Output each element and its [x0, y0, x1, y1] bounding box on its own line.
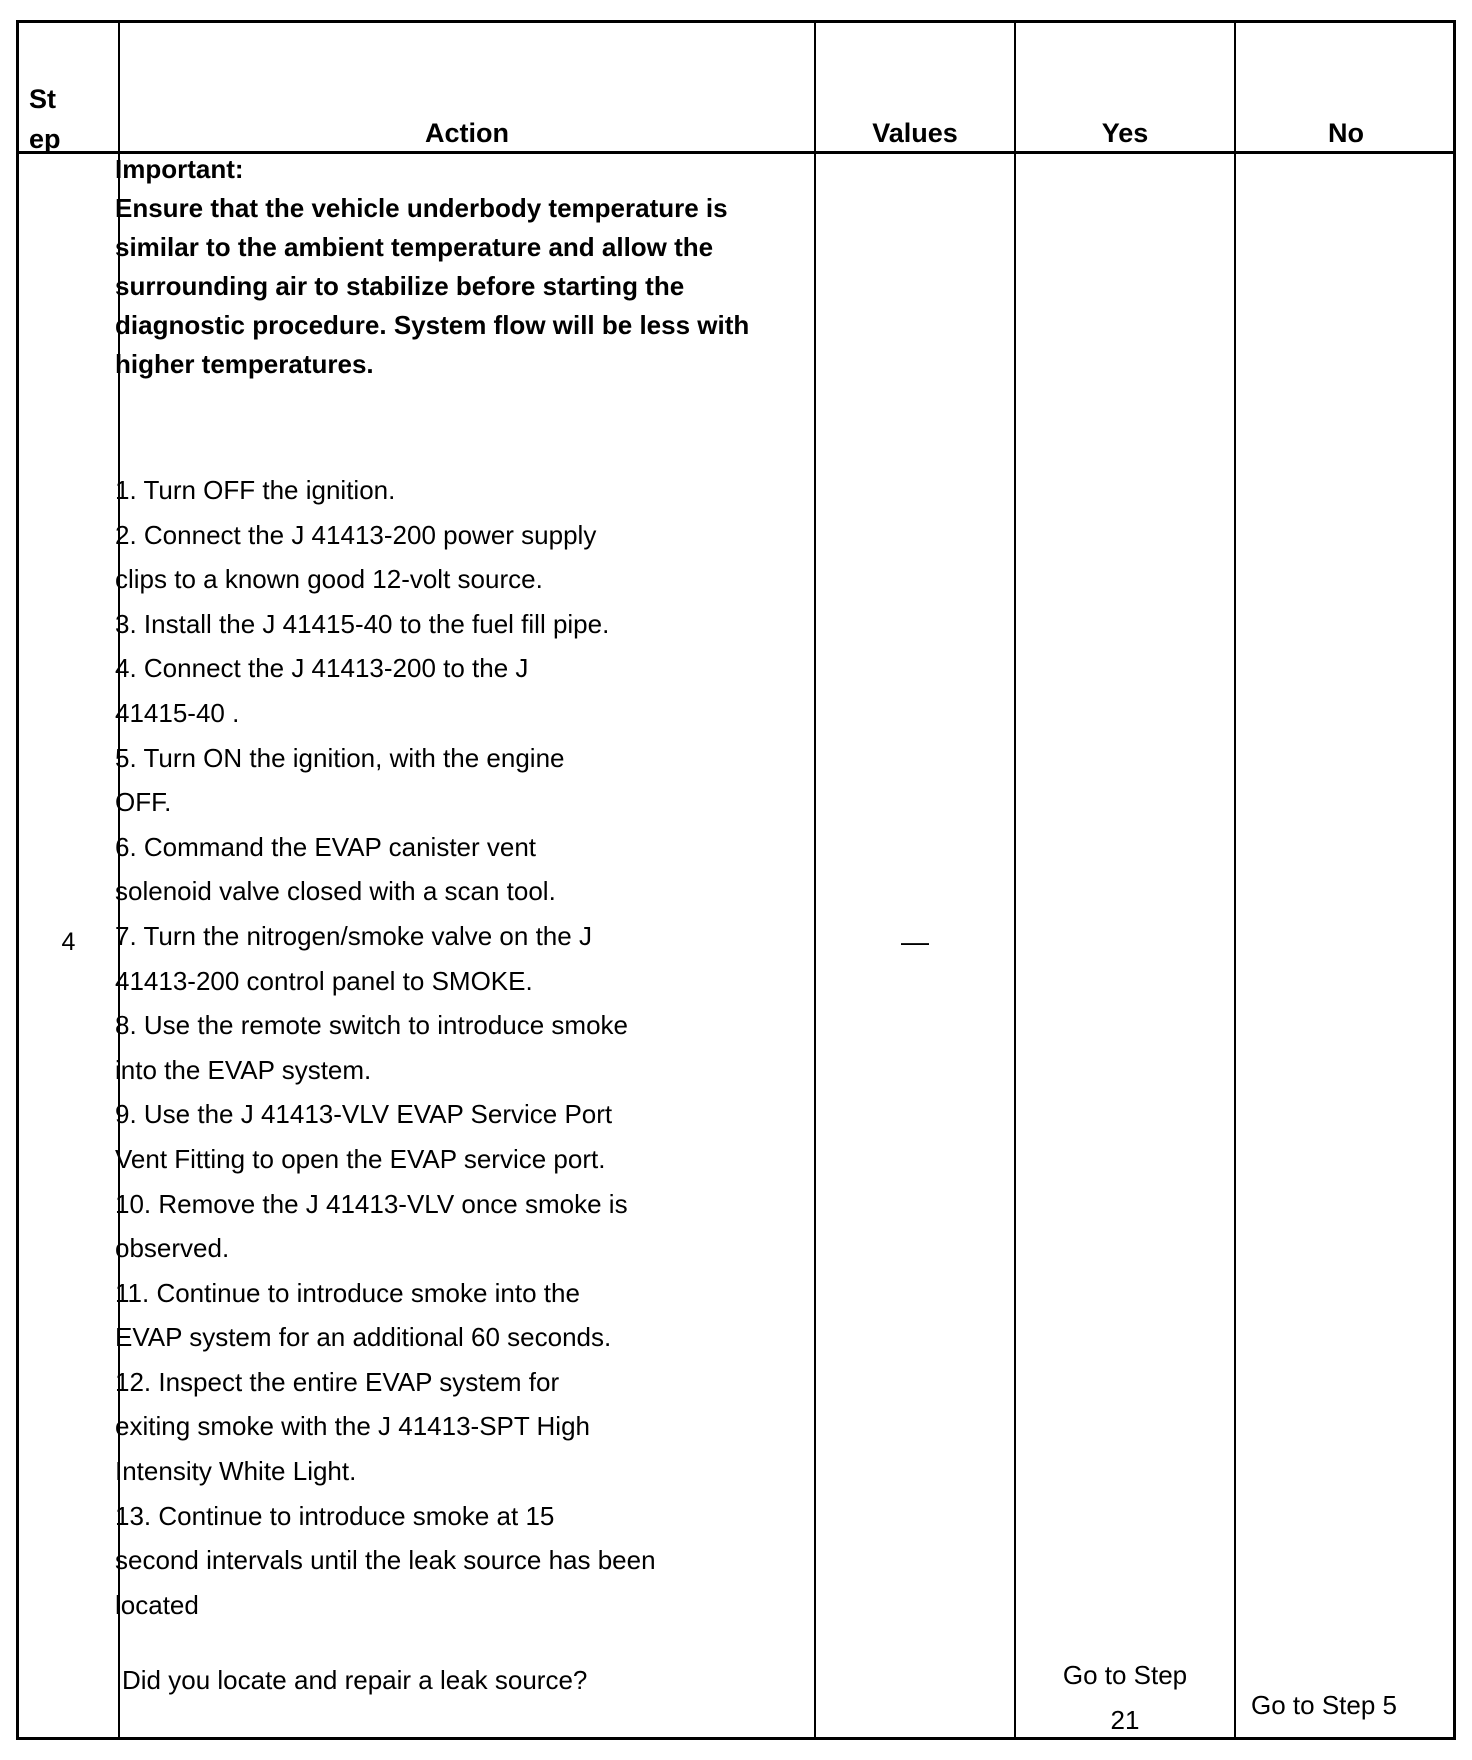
step-line: located	[115, 1589, 199, 1620]
step-line: into the EVAP system.	[115, 1054, 372, 1085]
procedure-step	[115, 1003, 775, 1092]
step-line: 5. Turn ON the ignition, with the engine	[115, 742, 565, 773]
question-text: Did you locate and repair a leak source?	[122, 1665, 588, 1695]
step-line: clips to a known good 12-volt source.	[115, 564, 543, 595]
step-line: 8. Use the remote switch to introduce smoke	[115, 1010, 629, 1041]
step-line: 1. Turn OFF the ignition.	[115, 475, 396, 505]
step-line: 2. Connect the J 41413-200 power supply	[115, 519, 597, 550]
procedure-steps	[115, 468, 775, 1627]
step-line: exiting smoke with the J 41413-SPT High	[115, 1411, 590, 1442]
column-divider	[814, 23, 816, 1737]
step-line: second intervals until the leak source has been	[115, 1545, 656, 1576]
values-cell: —	[901, 926, 929, 957]
header-step-line2: ep	[29, 124, 61, 154]
step-line: 41413-200 control panel to SMOKE.	[115, 965, 533, 996]
header-step	[29, 79, 61, 159]
yes-line2: 21	[1110, 1705, 1140, 1735]
important-text: Ensure that the vehicle underbody temperature is similar to the ambient temperature and allow the surrounding air to stabilize before starting the diagnostic procedure. System flow will be less with higher temperatures.	[115, 193, 750, 379]
step-line: observed.	[115, 1233, 230, 1264]
step-line: Intensity White Light.	[115, 1456, 357, 1487]
procedure-step	[115, 1494, 775, 1628]
step-line: 7. Turn the nitrogen/smoke valve on the J	[115, 920, 592, 951]
no-cell: Go to Step 5	[1251, 1690, 1397, 1720]
procedure-step	[115, 914, 775, 1003]
step-line: 11. Continue to introduce smoke into the	[115, 1277, 580, 1308]
procedure-step	[115, 468, 775, 513]
procedure-step	[115, 513, 775, 602]
step-line: 4. Connect the J 41413-200 to the J	[115, 653, 529, 684]
step-line: Vent Fitting to open the EVAP service port.	[115, 1143, 606, 1174]
header-step-line1: St	[29, 84, 56, 114]
procedure-step	[115, 1271, 775, 1360]
step-line: 41415-40 .	[115, 697, 240, 728]
procedure-step	[115, 1360, 775, 1494]
column-divider	[1014, 23, 1016, 1737]
step-line: 3. Install the J 41415-40 to the fuel fill pipe.	[115, 608, 610, 639]
step-line: 12. Inspect the entire EVAP system for	[115, 1366, 560, 1397]
header-yes: Yes	[1101, 118, 1149, 148]
step-line: 9. Use the J 41413-VLV EVAP Service Port	[115, 1099, 613, 1130]
column-divider	[1234, 23, 1236, 1737]
procedure-step	[115, 825, 775, 914]
important-label: Important:	[115, 154, 244, 184]
yes-line1: Go to Step	[1062, 1660, 1188, 1690]
header-action: Action	[425, 118, 509, 148]
yes-cell	[1016, 1653, 1234, 1743]
procedure-step	[115, 646, 775, 735]
important-note	[115, 150, 775, 384]
procedure-step	[115, 602, 775, 647]
procedure-step	[115, 736, 775, 825]
step-line: OFF.	[115, 787, 172, 818]
procedure-step	[115, 1182, 775, 1271]
header-values: Values	[872, 118, 958, 148]
procedure-step	[115, 1092, 775, 1181]
header-no: No	[1328, 118, 1364, 148]
step-line: 13. Continue to introduce smoke at 15	[115, 1500, 555, 1531]
step-line: 10. Remove the J 41413-VLV once smoke is	[115, 1188, 628, 1219]
step-line: 6. Command the EVAP canister vent	[115, 831, 537, 862]
step-number: 4	[61, 928, 76, 956]
step-line: EVAP system for an additional 60 seconds.	[115, 1322, 612, 1353]
step-line: solenoid valve closed with a scan tool.	[115, 876, 556, 907]
